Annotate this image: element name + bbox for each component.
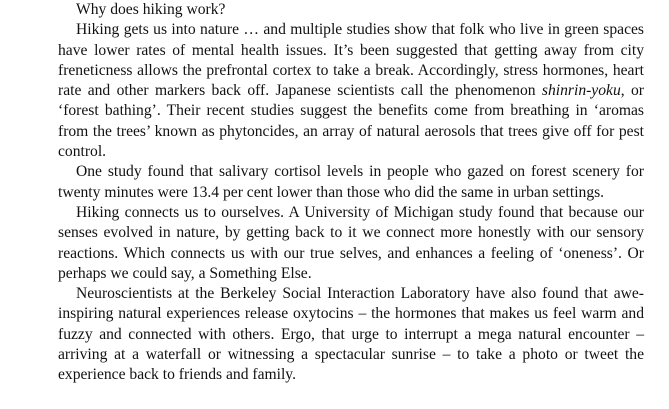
document-page	[58, 0, 644, 386]
paragraph-text: , or ‘forest bathing’. Their recent studies suggest the benefits come from breathing in ‘aromas from the trees’ known as phytoncides, an array of natural aerosols that trees give off for pest control.	[58, 82, 644, 161]
emphasized-term: shinrin-yoku	[541, 82, 621, 100]
section-heading: Why does hiking work?	[76, 1, 226, 18]
paragraph-connects-ourselves: Hiking connects us to ourselves. A University of Michigan study found that because our senses evolved in nature, by getting back to it we connect more honestly with our sensory reactions. Which connects us with our true selves, and enhances a feeling of ‘oneness’. Or perhaps we could say, a Something Else.	[58, 203, 644, 282]
paragraph-hiking-nature	[58, 20, 644, 162]
paragraph-oxytocins: Neuroscientists at the Berkeley Social Interaction Laboratory have also found that awe-inspiring natural experiences release oxytocins – the hormones that makes us feel warm and fuzzy and connected with others. Ergo, that urge to interrupt a mega natural encounter – arriving at a waterfall or witnessing a spectacular sunrise – to take a photo or tweet the experience back to friends and family.	[58, 285, 644, 384]
paragraph-text: Hiking gets us into nature … and multiple studies show that folk who live in green spaces have lower rates of mental health issues. It’s been suggested that getting away from city freneticness allows the prefrontal cortex to take a break. Accordingly, stress hormones, heart rate and other markers back off. Japanese scientists call the phenomenon	[58, 21, 644, 100]
paragraph-cortisol-study: One study found that salivary cortisol levels in people who gazed on forest scenery for twenty minutes were 13.4 per cent lower than those who did the same in urban settings.	[58, 163, 644, 201]
